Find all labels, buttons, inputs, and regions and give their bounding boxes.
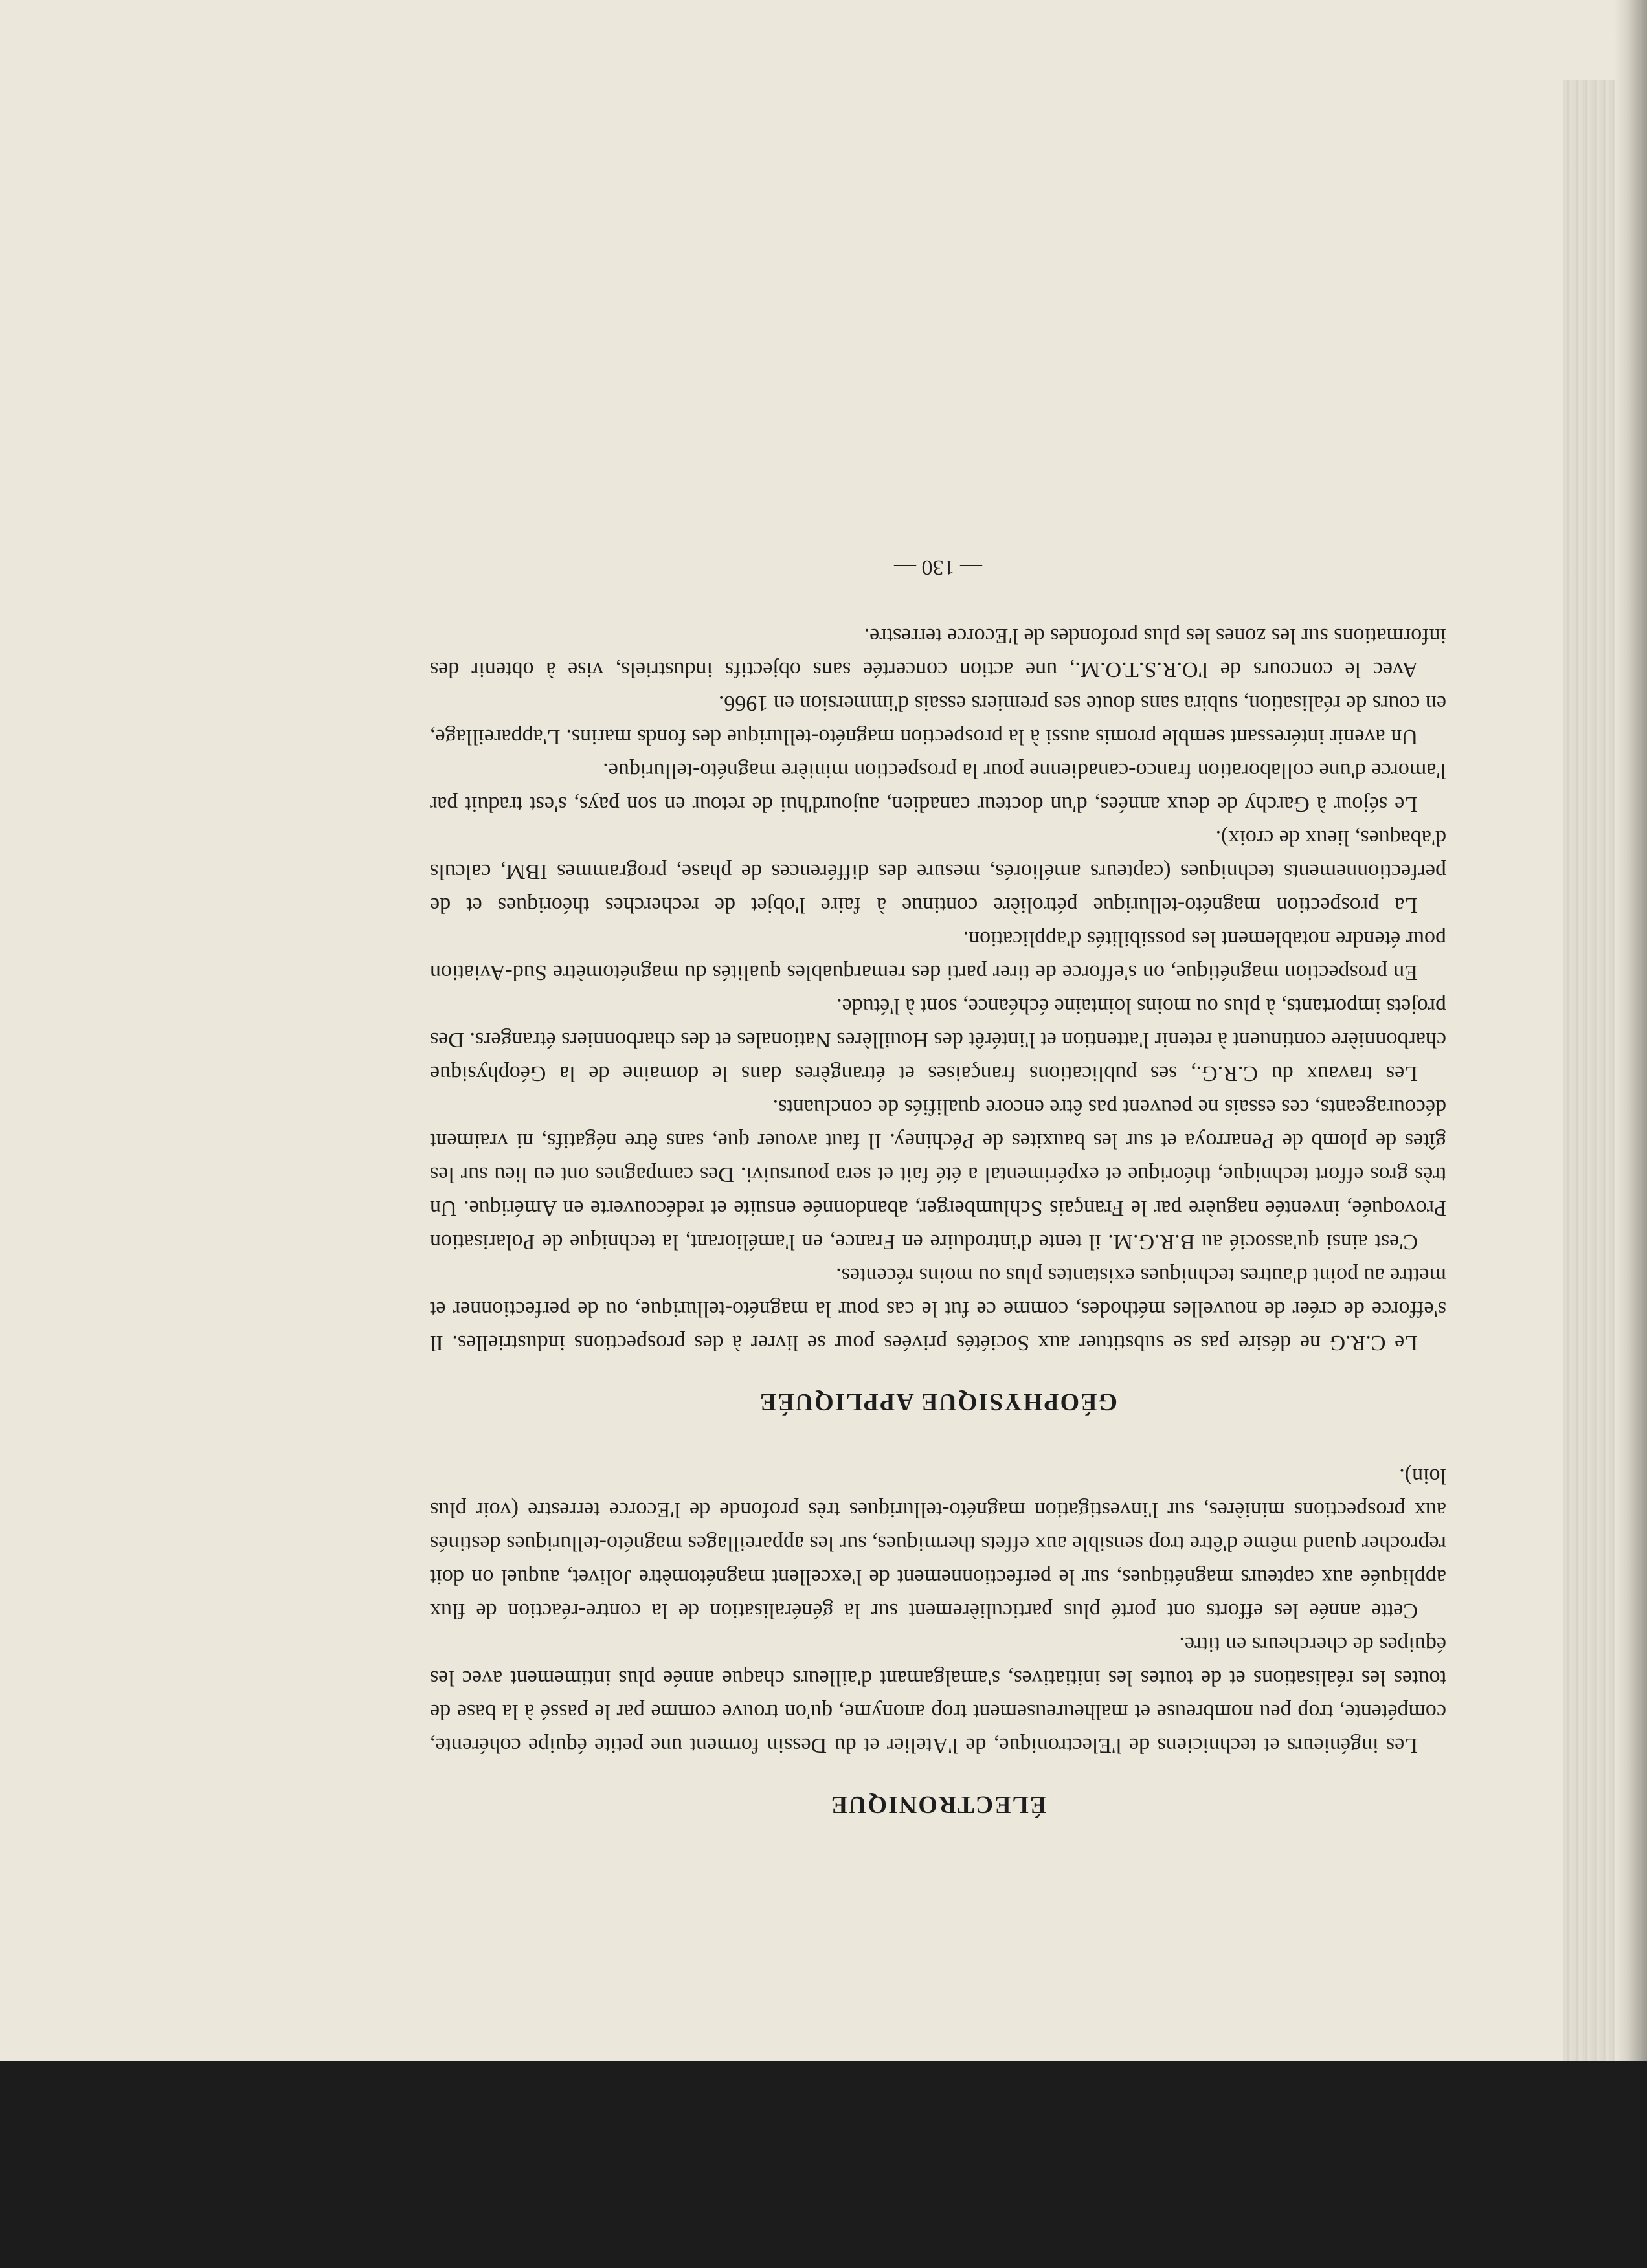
section-title-electronique: ÉLECTRONIQUE (829, 1791, 1047, 1818)
paragraph: Le séjour à Garchy de deux années, d'un docteur canadien, aujourd'hui de retour en son pays, s'est traduit par l'amorce d'une collaboration franco-canadienne pour la prospection minière magnéto-tellurique. (430, 759, 1446, 816)
paragraph: La prospection magnéto-tellurique pétrolière continue à faire l'objet de recherches théoriques et de perfectionnements techniques (capteurs améliorés, mesure des différences de phase, programmes IBM, calculs d'abaques, lieux de croix). (430, 826, 1446, 917)
section-spacer (430, 1419, 1446, 1459)
paragraph: Avec le concours de l'O.R.S.T.O.M., une action concertée sans objectifs industriels, vise à obtenir des informations sur les zones les plus profondes de l'Ecorce terrestre. (430, 624, 1446, 682)
paragraph: Un avenir intéressant semble promis aussi à la prospection magnéto-tellurique des fonds marins. L'appareillage, en cours de réalisation, subira sans doute ses premiers essais d'immersion en 1966. (430, 691, 1446, 749)
paragraph: Les ingénieurs et techniciens de l'Electronique, de l'Atelier et du Dessin forment une petite équipe cohérente, compétente, trop peu nombreuse et malheureusement trop anonyme, qu'on trouve comme par le passé à la base de toutes les réalisations et de toutes les initiatives, s'amalgamant d'ailleurs chaque année plus intimement avec les équipes de chercheurs en titre. (430, 1632, 1446, 1757)
paragraph: Le C.R.G ne désire pas se substituer aux Sociétés privées pour se livrer à des prospections industrielles. Il s'efforce de créer de nouvelles méthodes, comme ce fut le cas pour la magnéto-tellurique, ou de perfectionner et mettre au point d'autres techniques existantes plus ou moins récentes. (430, 1263, 1446, 1355)
section-title-geophysique-appliquee: GÉOPHYSIQUE APPLIQUÉE (758, 1388, 1118, 1416)
page-number: — 130 — (894, 555, 982, 579)
page-content (430, 550, 1446, 1821)
paragraph: Cette année les efforts ont porté plus particulièrement sur la généralisation de la contre-réaction de flux appliquée aux capteurs magnétiques, sur le perfectionnement de l'excellent magnétomètre Jolivet, auquel on doit reprocher quand même d'être trop sensible aux effets thermiques, sur les appareillages magnéto-telluriques destinés aux prospections minières, sur l'investigation magnéto-telluriques très profonde de l'Ecorce terrestre (voir plus loin). (430, 1464, 1446, 1623)
paragraph: C'est ainsi qu'associé au B.R.G.M. il tente d'introduire en France, en l'améliorant, la technique de Polarisation Provoquée, inventée naguère par le Français Schlumberger, abandonnée ensuite et redécouverte en Amérique. Un très gros effort technique, théorique et expérimental a été fait et sera poursuivi. Des campagnes ont eu lieu sur les gîtes de plomb de Penarroya et sur les bauxites de Péchiney. Il faut avouer que, sans être négatifs, ni vraiment décourageants, ces essais ne peuvent pas être encore qualifiés de concluants. (430, 1095, 1446, 1254)
page-binding-shadow (1615, 0, 1647, 2061)
paragraph: En prospection magnétique, on s'efforce de tirer parti des remarquables qualités du magnétomètre Sud-Aviation pour étendre notablement les possibilités d'application. (430, 927, 1446, 984)
paragraph: Les travaux du C.R.G., ses publications françaises et étrangères dans le domaine de la Géophysique charbonnière continuent à retenir l'attention et l'intérêt des Houillères Nationales et des charbonniers étrangers. Des projets importants, à plus ou moins lointaine échéance, sont à l'étude. (430, 994, 1446, 1085)
